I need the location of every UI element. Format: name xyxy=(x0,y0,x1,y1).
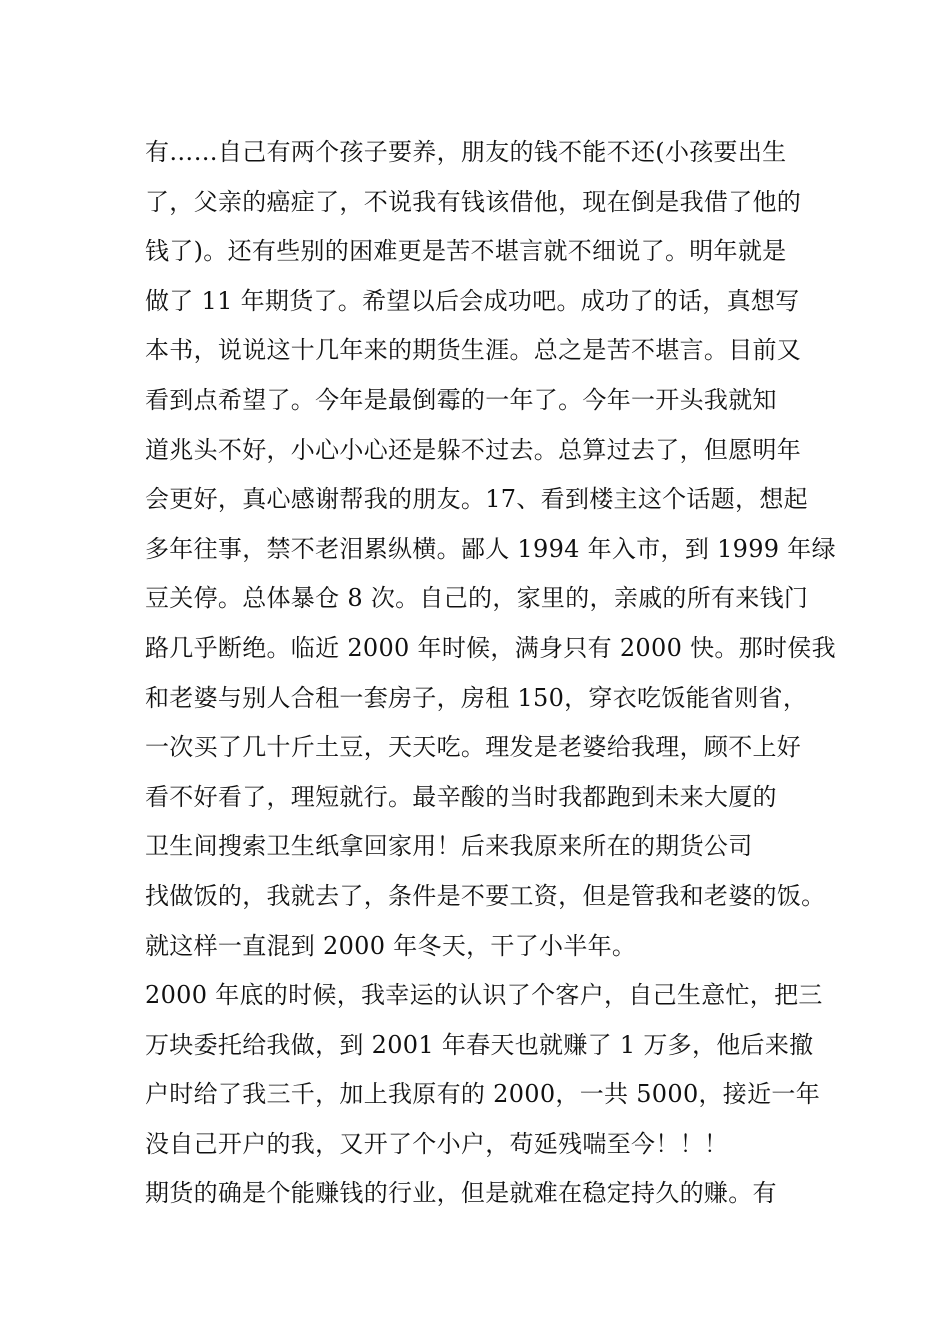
text-line: 就这样一直混到 2000 年冬天，干了小半年。 xyxy=(145,931,637,960)
text-line: 和老婆与别人合租一套房子，房租 150，穿衣吃饭能省则省， xyxy=(145,683,808,712)
text-line: 没自己开户的我，又开了个小户，苟延残喘至今！！！ xyxy=(145,1129,729,1158)
text-line: 一次买了几十斤土豆，天天吃。理发是老婆给我理，顾不上好 xyxy=(145,733,802,762)
text-line: 2000 年底的时候，我幸运的认识了个客户，自己生意忙，把三 xyxy=(145,981,823,1010)
text-line: 多年往事，禁不老泪累纵横。鄙人 1994 年入市，到 1999 年绿 xyxy=(145,534,836,563)
text-line: 期货的确是个能赚钱的行业，但是就难在稳定持久的赚。有 xyxy=(145,1179,777,1208)
text-line: 卫生间搜索卫生纸拿回家用！后来我原来所在的期货公司 xyxy=(145,832,753,861)
text-line: 道兆头不好，小心小心还是躲不过去。总算过去了，但愿明年 xyxy=(145,435,802,464)
text-line: 会更好，真心感谢帮我的朋友。17、看到楼主这个话题，想起 xyxy=(145,485,808,514)
body-text xyxy=(145,128,845,1219)
text-line: 万块委托给我做，到 2001 年春天也就赚了 1 万多，他后来撤 xyxy=(145,1030,814,1059)
text-line: 找做饭的，我就去了，条件是不要工资，但是管我和老婆的饭。 xyxy=(145,881,826,910)
text-line: 本书，说说这十几年来的期货生涯。总之是苦不堪言。目前又 xyxy=(145,336,802,365)
text-line: 有……自己有两个孩子要养，朋友的钱不能不还(小孩要出生 xyxy=(145,138,787,166)
text-line: 看到点希望了。今年是最倒霉的一年了。今年一开头我就知 xyxy=(145,385,777,414)
text-line: 路几乎断绝。临近 2000 年时候，满身只有 2000 快。那时侯我 xyxy=(145,633,836,662)
text-line: 钱了)。还有些别的困难更是苦不堪言就不细说了。明年就是 xyxy=(145,237,787,266)
text-line: 了，父亲的癌症了，不说我有钱该借他，现在倒是我借了他的 xyxy=(145,187,802,216)
text-line: 户时给了我三千，加上我原有的 2000，一共 5000，接近一年 xyxy=(145,1080,821,1109)
text-line: 豆关停。总体暴仓 8 次。自己的，家里的，亲戚的所有来钱门 xyxy=(145,584,809,613)
text-line: 做了 11 年期货了。希望以后会成功吧。成功了的话，真想写 xyxy=(145,286,800,315)
text-line: 看不好看了，理短就行。最辛酸的当时我都跑到未来大厦的 xyxy=(145,782,777,811)
